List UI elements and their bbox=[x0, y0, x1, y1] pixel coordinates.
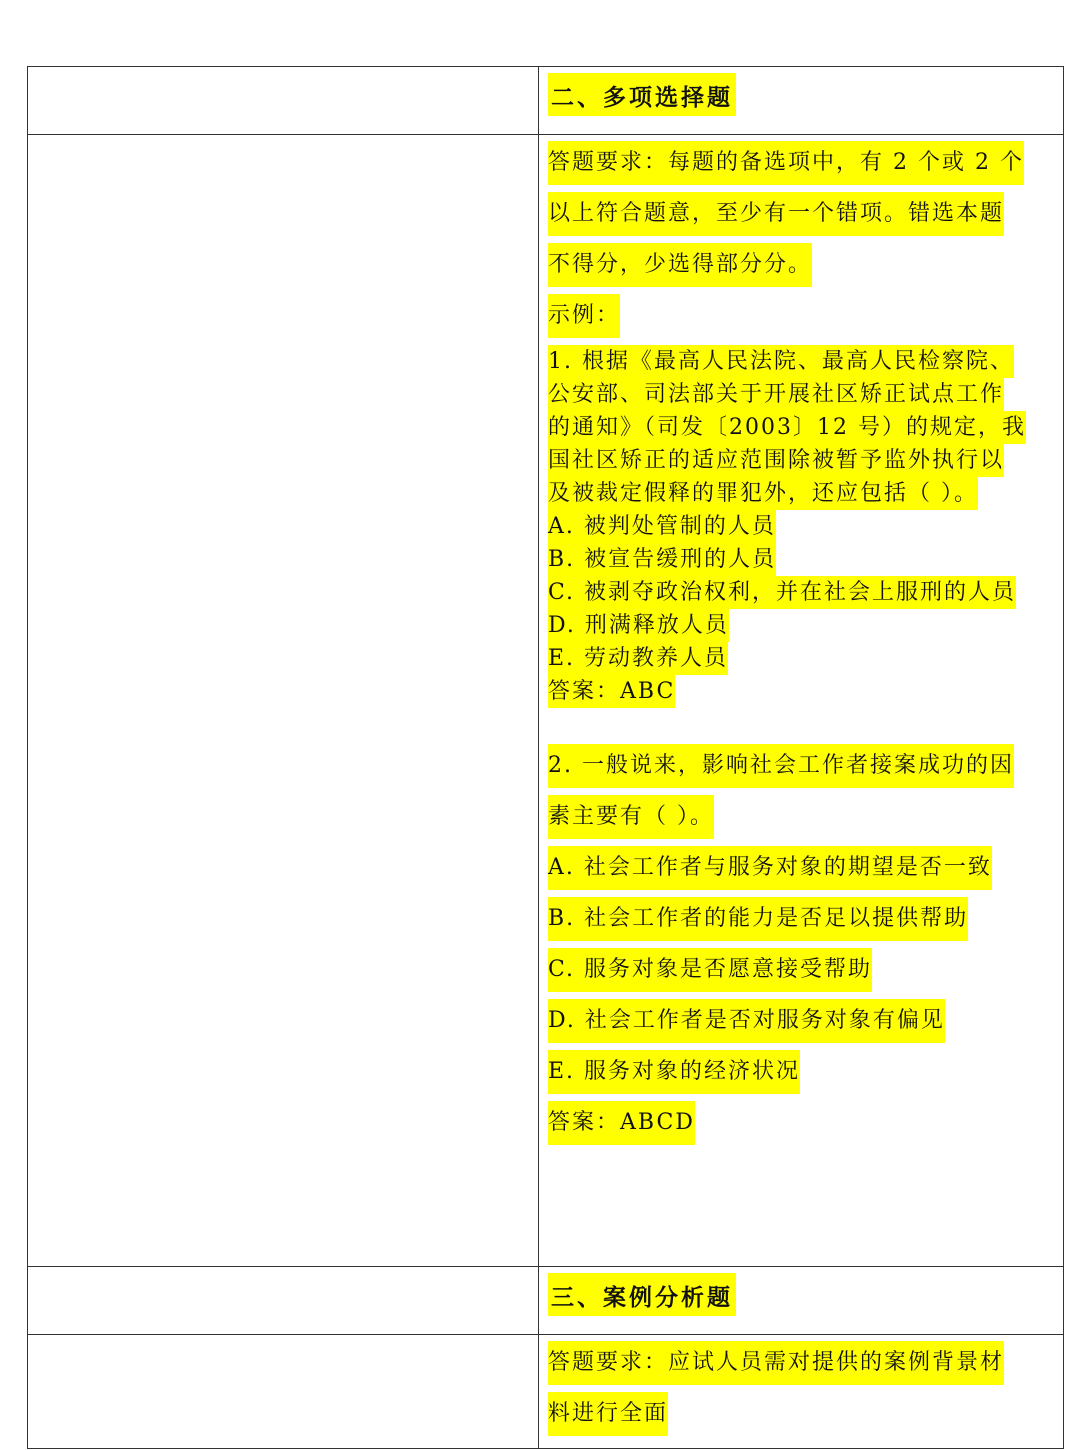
option-a: A. 被判处管制的人员 bbox=[548, 510, 776, 543]
option-e: E. 劳动教养人员 bbox=[548, 642, 728, 675]
left-cell-empty bbox=[28, 67, 539, 135]
right-cell-multi-heading bbox=[539, 67, 1064, 135]
option-b: B. 被宣告缓刑的人员 bbox=[548, 543, 776, 576]
question-line: 及被裁定假释的罪犯外，还应包括（ ）。 bbox=[548, 477, 978, 510]
requirement-line: 答题要求：应试人员需对提供的案例背景材 bbox=[548, 1341, 1004, 1385]
requirement-block bbox=[548, 141, 1057, 338]
question-line: 素主要有（ ）。 bbox=[548, 795, 714, 839]
answer: 答案：ABC bbox=[548, 675, 675, 708]
row-multi-content bbox=[28, 135, 1064, 1267]
option-e: E. 服务对象的经济状况 bbox=[548, 1050, 800, 1094]
option-a: A. 社会工作者与服务对象的期望是否一致 bbox=[548, 846, 992, 890]
question-line: 1. 根据《最高人民法院、最高人民检察院、 bbox=[548, 345, 1014, 378]
requirement-line: 不得分，少选得部分分。 bbox=[548, 243, 812, 287]
option-b: B. 社会工作者的能力是否足以提供帮助 bbox=[548, 897, 968, 941]
right-cell-case-heading bbox=[539, 1267, 1064, 1335]
option-d: D. 刑满释放人员 bbox=[548, 609, 729, 642]
question-line: 的通知》（司发〔2003〕12 号）的规定，我 bbox=[548, 411, 1026, 444]
right-cell-case-content bbox=[539, 1335, 1064, 1449]
left-cell-empty bbox=[28, 1335, 539, 1449]
left-cell-empty bbox=[28, 135, 539, 1267]
left-cell-empty bbox=[28, 1267, 539, 1335]
option-d: D. 社会工作者是否对服务对象有偏见 bbox=[548, 999, 945, 1043]
question-2 bbox=[548, 744, 1057, 1145]
case-requirement-block bbox=[548, 1341, 1057, 1436]
option-c: C. 服务对象是否愿意接受帮助 bbox=[548, 948, 872, 992]
requirement-line: 料进行全面 bbox=[548, 1392, 668, 1436]
question-line: 国社区矫正的适应范围除被暂予监外执行以 bbox=[548, 444, 1004, 477]
section-heading-multi: 二、多项选择题 bbox=[548, 73, 736, 116]
option-c: C. 被剥夺政治权利，并在社会上服刑的人员 bbox=[548, 576, 1016, 609]
example-label: 示例： bbox=[548, 294, 620, 338]
question-line: 2. 一般说来，影响社会工作者接案成功的因 bbox=[548, 744, 1014, 788]
answer: 答案：ABCD bbox=[548, 1101, 695, 1145]
question-1 bbox=[548, 345, 1057, 708]
requirement-line: 以上符合题意，至少有一个错项。错选本题 bbox=[548, 192, 1004, 236]
section-heading-case: 三、案例分析题 bbox=[548, 1273, 736, 1316]
document-table bbox=[27, 66, 1064, 1449]
row-multi-heading bbox=[28, 67, 1064, 135]
right-cell-multi-content bbox=[539, 135, 1064, 1267]
row-case-content bbox=[28, 1335, 1064, 1449]
row-case-heading bbox=[28, 1267, 1064, 1335]
question-line: 公安部、司法部关于开展社区矫正试点工作 bbox=[548, 378, 1004, 411]
requirement-line: 答题要求：每题的备选项中，有 2 个或 2 个 bbox=[548, 141, 1024, 185]
